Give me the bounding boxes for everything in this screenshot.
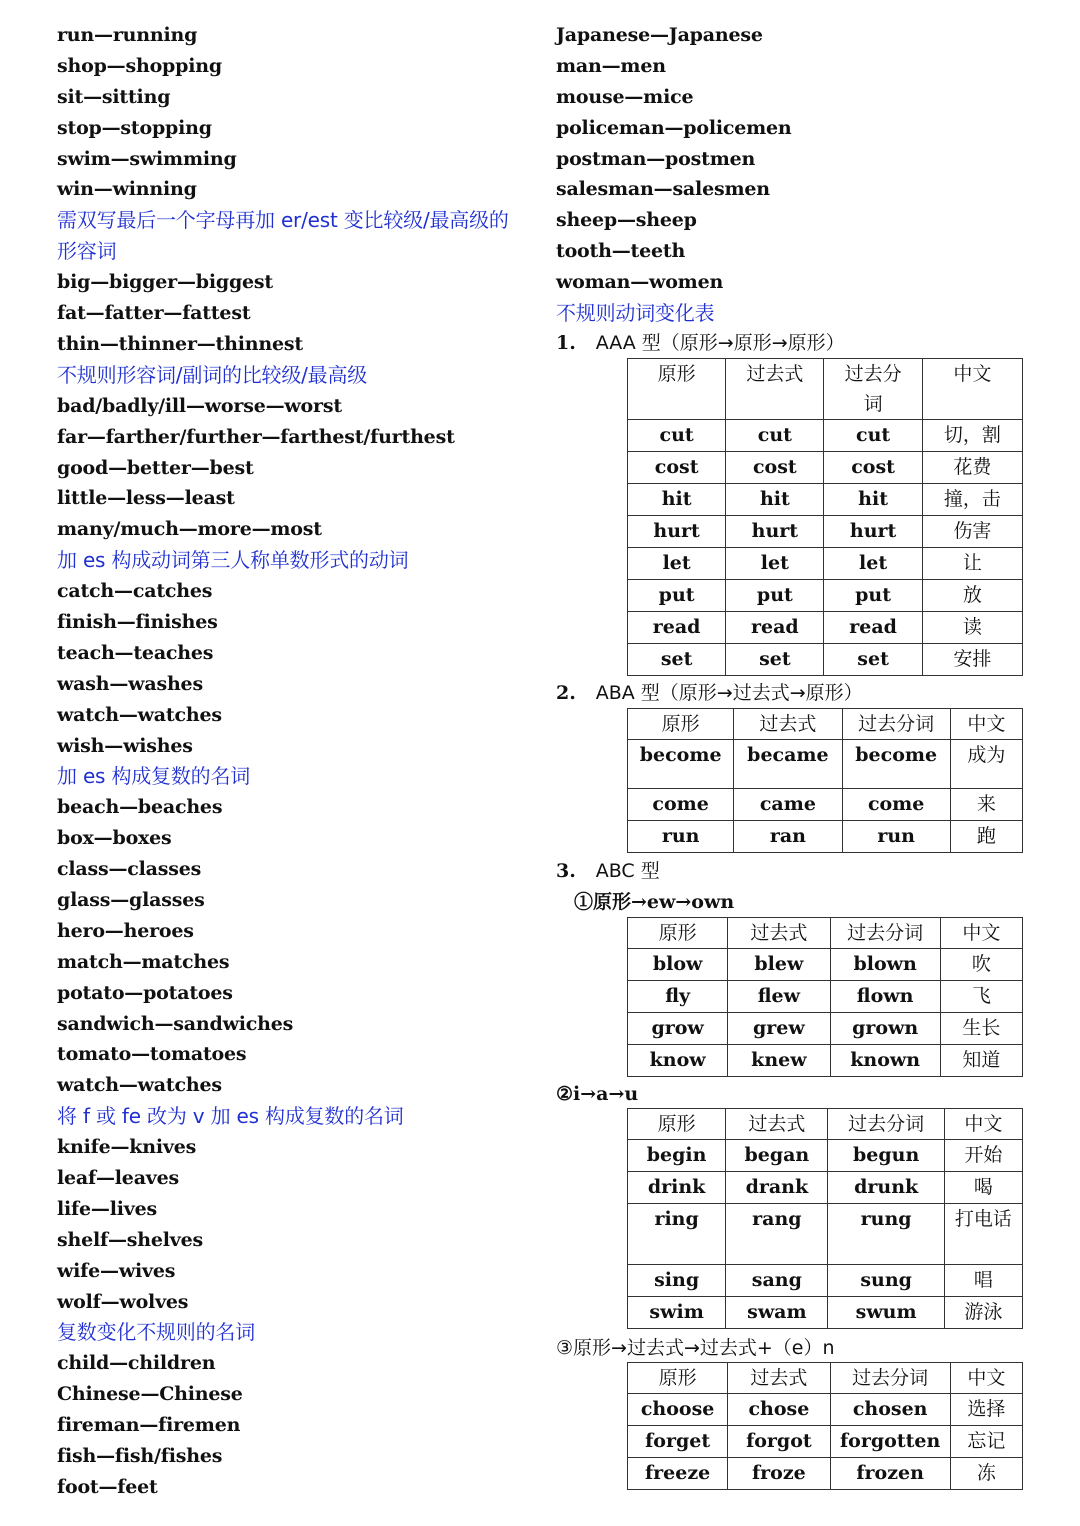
word-form-pair: fish—fish/fishes <box>57 1445 223 1468</box>
table-abc1 <box>627 917 1023 1077</box>
table-row <box>628 740 1023 789</box>
word-form-pair: match—matches <box>57 950 230 973</box>
word-form-pair: sit—sitting <box>57 85 171 108</box>
verb-form-cell: drank <box>726 1172 828 1204</box>
word-form-pair: shop—shopping <box>57 54 222 77</box>
table-row <box>628 1265 1023 1297</box>
word-form-pair: tomato—tomatoes <box>57 1043 247 1066</box>
verb-form-cell: read <box>824 612 922 644</box>
verb-form-cell: froze <box>728 1458 830 1490</box>
word-form-pair: watch—watches <box>57 1074 222 1097</box>
section-label: ABA 型 <box>595 682 660 704</box>
verb-form-cell: ran <box>734 821 842 853</box>
verb-form-cell: came <box>734 789 842 821</box>
word-form-pair: child—children <box>57 1352 216 1375</box>
section-paren: （原形→原形→原形） <box>660 332 845 354</box>
verb-form-cell: run <box>628 821 734 853</box>
verb-form-cell: cost <box>628 452 726 484</box>
table-row <box>628 612 1023 644</box>
verb-form-cell: become <box>628 740 734 789</box>
verb-form-cell: forgotten <box>830 1426 950 1458</box>
column-header: 中文 <box>950 1363 1022 1394</box>
meaning-cell: 切，割 <box>922 420 1022 452</box>
section-aaa-heading <box>556 328 845 358</box>
word-form-pair: stop—stopping <box>57 116 212 139</box>
table-row <box>628 1172 1023 1204</box>
table-row <box>628 1140 1023 1172</box>
verb-form-cell: grow <box>628 1013 728 1045</box>
meaning-cell: 吹 <box>940 949 1022 981</box>
verb-form-cell: let <box>628 548 726 580</box>
verb-form-cell: hurt <box>824 516 922 548</box>
verb-form-cell: begin <box>628 1140 726 1172</box>
table-header-row <box>628 918 1023 949</box>
word-form-pair: win—winning <box>57 178 197 201</box>
category-heading: 不规则动词变化表 <box>556 301 715 326</box>
word-form-pair: big—bigger—biggest <box>57 271 273 294</box>
table-row <box>628 420 1023 452</box>
verb-form-cell: known <box>830 1045 940 1077</box>
word-form-pair: catch—catches <box>57 580 213 603</box>
word-form-pair: hero—heroes <box>57 919 194 942</box>
verb-form-cell: grew <box>728 1013 830 1045</box>
meaning-cell: 知道 <box>940 1045 1022 1077</box>
verb-form-cell: chosen <box>830 1394 950 1426</box>
meaning-cell: 跑 <box>950 821 1022 853</box>
word-form-pair: swim—swimming <box>57 147 237 170</box>
word-form-pair: thin—thinner—thinnest <box>57 332 303 355</box>
verb-form-cell: grown <box>830 1013 940 1045</box>
subsection-3-heading <box>556 1333 835 1363</box>
table-abc3 <box>627 1362 1023 1490</box>
verb-form-cell: blow <box>628 949 728 981</box>
meaning-cell: 飞 <box>940 981 1022 1013</box>
meaning-cell: 安排 <box>922 644 1022 676</box>
column-header: 过去分词 <box>830 1363 950 1394</box>
word-form-pair: little—less—least <box>57 487 235 510</box>
word-form-pair: knife—knives <box>57 1136 197 1159</box>
subsection-1-heading <box>574 887 734 917</box>
column-header: 原形 <box>628 359 726 420</box>
word-form-pair: policeman—policemen <box>556 116 792 139</box>
column-header: 中文 <box>940 918 1022 949</box>
table-row <box>628 484 1023 516</box>
verb-form-cell: run <box>842 821 950 853</box>
word-form-pair: woman—women <box>556 271 724 294</box>
verb-form-cell: swum <box>828 1297 944 1329</box>
verb-form-cell: began <box>726 1140 828 1172</box>
word-form-pair: wife—wives <box>57 1259 176 1282</box>
section-label: ABC 型 <box>595 860 660 882</box>
verb-form-cell: cut <box>726 420 824 452</box>
right-column <box>556 20 1056 329</box>
verb-form-cell: became <box>734 740 842 789</box>
word-form-pair: box—boxes <box>57 827 172 850</box>
column-header: 过去分 词 <box>824 359 922 420</box>
verb-form-cell: set <box>628 644 726 676</box>
verb-form-cell: cost <box>726 452 824 484</box>
word-form-pair: many/much—more—most <box>57 518 322 541</box>
verb-form-cell: know <box>628 1045 728 1077</box>
word-form-pair: mouse—mice <box>556 85 694 108</box>
verb-form-cell: come <box>842 789 950 821</box>
table-header-row <box>628 1109 1023 1140</box>
table-aba <box>627 708 1023 853</box>
column-header: 过去分词 <box>842 709 950 740</box>
meaning-cell: 选择 <box>950 1394 1022 1426</box>
category-heading: 加 es 构成动词第三人称单数形式的动词 <box>57 548 409 573</box>
word-form-pair: tooth—teeth <box>556 240 686 263</box>
section-number: 1. <box>556 332 576 354</box>
column-header: 过去式 <box>734 709 842 740</box>
verb-form-cell: become <box>842 740 950 789</box>
verb-form-cell: hit <box>726 484 824 516</box>
meaning-cell: 唱 <box>944 1265 1022 1297</box>
column-header: 原形 <box>628 1363 728 1394</box>
meaning-cell: 游泳 <box>944 1297 1022 1329</box>
verb-form-cell: read <box>628 612 726 644</box>
word-form-pair: salesman—salesmen <box>556 178 770 201</box>
column-header: 原形 <box>628 918 728 949</box>
table-row <box>628 644 1023 676</box>
verb-form-cell: hit <box>824 484 922 516</box>
table-row <box>628 548 1023 580</box>
meaning-cell: 伤害 <box>922 516 1022 548</box>
verb-form-cell: flew <box>728 981 830 1013</box>
word-form-pair: foot—feet <box>57 1475 158 1498</box>
verb-form-cell: sung <box>828 1265 944 1297</box>
word-form-pair: leaf—leaves <box>57 1167 180 1189</box>
word-form-pair: beach—beaches <box>57 796 223 819</box>
table-row <box>628 452 1023 484</box>
verb-form-cell: cut <box>824 420 922 452</box>
verb-form-cell: set <box>726 644 824 676</box>
meaning-cell: 喝 <box>944 1172 1022 1204</box>
table-header-row <box>628 1363 1023 1394</box>
table-row <box>628 1458 1023 1490</box>
section-abc-heading <box>556 856 660 886</box>
verb-form-cell: blown <box>830 949 940 981</box>
word-form-pair: life—lives <box>57 1197 157 1220</box>
word-form-pair: run—running <box>57 24 198 46</box>
section-paren: （原形→过去式→原形） <box>659 682 863 704</box>
word-form-pair: finish—finishes <box>57 610 218 633</box>
column-header: 原形 <box>628 709 734 740</box>
table-row <box>628 1297 1023 1329</box>
verb-form-cell: swim <box>628 1297 726 1329</box>
word-form-pair: sheep—sheep <box>556 209 697 232</box>
meaning-cell: 让 <box>922 548 1022 580</box>
verb-form-cell: drink <box>628 1172 726 1204</box>
meaning-cell: 成为 <box>950 740 1022 789</box>
column-header: 过去式 <box>726 359 824 420</box>
table-row <box>628 516 1023 548</box>
word-form-pair: Japanese—Japanese <box>556 24 763 46</box>
verb-form-cell: sing <box>628 1265 726 1297</box>
column-header: 中文 <box>944 1109 1022 1140</box>
section-number: 3. <box>556 860 576 882</box>
category-heading: 加 es 构成复数的名词 <box>57 764 251 789</box>
meaning-cell: 冻 <box>950 1458 1022 1490</box>
category-heading: 将 f 或 fe 改为 v 加 es 构成复数的名词 <box>57 1104 404 1129</box>
verb-form-cell: knew <box>728 1045 830 1077</box>
category-heading: 复数变化不规则的名词 <box>57 1320 255 1345</box>
verb-form-cell: freeze <box>628 1458 728 1490</box>
verb-form-cell: frozen <box>830 1458 950 1490</box>
category-heading: 需双写最后一个字母再加 er/est 变比较级/最高级的形容词 <box>57 208 509 264</box>
table-row <box>628 789 1023 821</box>
word-form-pair: watch—watches <box>57 703 222 726</box>
verb-form-cell: flown <box>830 981 940 1013</box>
section-aba-heading <box>556 678 863 708</box>
table-row <box>628 1426 1023 1458</box>
meaning-cell: 打电话 <box>944 1204 1022 1265</box>
verb-form-cell: put <box>824 580 922 612</box>
verb-form-cell: let <box>726 548 824 580</box>
subsection-label: ②i→a→u <box>556 1083 639 1105</box>
column-header: 原形 <box>628 1109 726 1140</box>
column-header: 过去式 <box>728 918 830 949</box>
word-form-pair: teach—teaches <box>57 641 214 664</box>
word-form-pair: wolf—wolves <box>57 1290 189 1313</box>
verb-form-cell: cut <box>628 420 726 452</box>
verb-form-cell: hurt <box>628 516 726 548</box>
meaning-cell: 忘记 <box>950 1426 1022 1458</box>
verb-form-cell: rang <box>726 1204 828 1265</box>
word-form-pair: postman—postmen <box>556 147 756 170</box>
table-aaa <box>627 358 1023 676</box>
verb-form-cell: come <box>628 789 734 821</box>
verb-form-cell: sang <box>726 1265 828 1297</box>
verb-form-cell: forget <box>628 1426 728 1458</box>
subsection-2-heading <box>556 1079 638 1109</box>
verb-form-cell: set <box>824 644 922 676</box>
word-form-pair: Chinese—Chinese <box>57 1383 243 1406</box>
section-label: AAA 型 <box>595 332 661 354</box>
subsection-label: ③原形→过去式→过去式+（e）n <box>556 1337 835 1359</box>
table-row <box>628 821 1023 853</box>
table-row <box>628 1394 1023 1426</box>
verb-form-cell: cost <box>824 452 922 484</box>
meaning-cell: 读 <box>922 612 1022 644</box>
word-form-pair: sandwich—sandwiches <box>57 1012 294 1035</box>
word-form-pair: potato—potatoes <box>57 981 233 1004</box>
table-row <box>628 1013 1023 1045</box>
verb-form-cell: fly <box>628 981 728 1013</box>
table-row <box>628 580 1023 612</box>
verb-form-cell: hurt <box>726 516 824 548</box>
word-form-pair: glass—glasses <box>57 888 205 911</box>
word-form-pair: bad/badly/ill—worse—worst <box>57 394 342 417</box>
word-form-pair: fireman—firemen <box>57 1414 241 1437</box>
column-header: 过去式 <box>726 1109 828 1140</box>
meaning-cell: 来 <box>950 789 1022 821</box>
meaning-cell: 放 <box>922 580 1022 612</box>
verb-form-cell: chose <box>728 1394 830 1426</box>
word-form-pair: class—classes <box>57 858 202 881</box>
column-header: 中文 <box>922 359 1022 420</box>
meaning-cell: 生长 <box>940 1013 1022 1045</box>
verb-form-cell: drunk <box>828 1172 944 1204</box>
column-header: 过去分词 <box>828 1109 944 1140</box>
verb-form-cell: let <box>824 548 922 580</box>
word-form-pair: good—better—best <box>57 456 254 479</box>
verb-form-cell: ring <box>628 1204 726 1265</box>
verb-form-cell: put <box>726 580 824 612</box>
table-row <box>628 1204 1023 1265</box>
meaning-cell: 撞，击 <box>922 484 1022 516</box>
word-form-pair: wash—washes <box>57 672 203 695</box>
table-abc2 <box>627 1108 1023 1329</box>
word-form-pair: man—men <box>556 54 666 77</box>
meaning-cell: 开始 <box>944 1140 1022 1172</box>
verb-form-cell: choose <box>628 1394 728 1426</box>
verb-form-cell: rung <box>828 1204 944 1265</box>
verb-form-cell: begun <box>828 1140 944 1172</box>
left-column <box>57 20 527 1503</box>
column-header: 过去式 <box>728 1363 830 1394</box>
category-heading: 不规则形容词/副词的比较级/最高级 <box>57 362 368 387</box>
table-row <box>628 1045 1023 1077</box>
verb-form-cell: blew <box>728 949 830 981</box>
word-form-pair: fat—fatter—fattest <box>57 302 251 325</box>
table-header-row <box>628 709 1023 740</box>
table-row <box>628 949 1023 981</box>
word-form-pair: shelf—shelves <box>57 1228 204 1251</box>
word-form-pair: wish—wishes <box>57 734 193 757</box>
verb-form-cell: forgot <box>728 1426 830 1458</box>
meaning-cell: 花费 <box>922 452 1022 484</box>
verb-form-cell: swam <box>726 1297 828 1329</box>
verb-form-cell: put <box>628 580 726 612</box>
verb-form-cell: read <box>726 612 824 644</box>
table-row <box>628 981 1023 1013</box>
column-header: 过去分词 <box>830 918 940 949</box>
verb-form-cell: hit <box>628 484 726 516</box>
table-header-row <box>628 359 1023 420</box>
subsection-label: ①原形→ew→own <box>574 891 735 913</box>
section-number: 2. <box>556 682 576 704</box>
column-header: 中文 <box>950 709 1022 740</box>
word-form-pair: far—farther/further—farthest/furthest <box>57 425 455 448</box>
